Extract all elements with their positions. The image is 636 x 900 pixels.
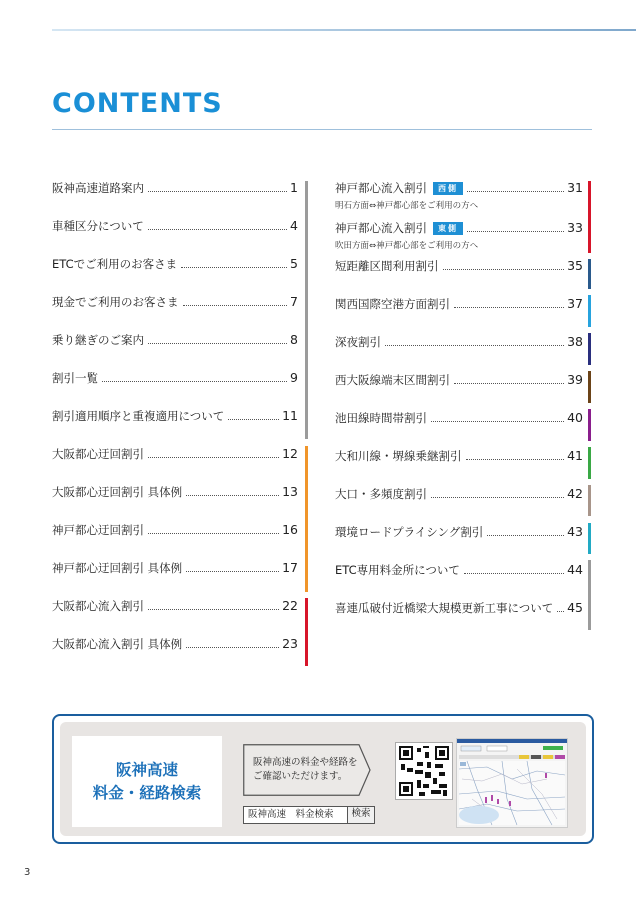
toc-entry-subtitle: 吹田方面⇔神戸都心部をご利用の方へ	[335, 241, 479, 251]
toc-entry-label: 深夜割引	[335, 335, 381, 349]
toc-entry-page: 1	[290, 180, 298, 195]
toc-entry[interactable]	[52, 181, 298, 201]
leader-dots	[148, 609, 279, 610]
toc-entry-label: 割引一覧	[52, 371, 98, 385]
leader-dots	[467, 191, 564, 192]
toc-entry[interactable]	[335, 601, 583, 621]
leader-dots	[557, 611, 564, 612]
toc-entry-page: 8	[290, 332, 298, 347]
toc-entry[interactable]	[52, 257, 298, 277]
section-bar-taupe	[588, 485, 591, 516]
toc-entry-label: 大口・多頻度割引	[335, 487, 427, 501]
toc-entry-label: 大和川線・堺線乗継割引	[335, 449, 462, 463]
toc-entry-label: 喜連瓜破付近橋梁大規模更新工事について	[335, 601, 554, 615]
toc-entry-label: 関西国際空港方面割引	[335, 297, 450, 311]
section-bar-gray	[305, 181, 308, 439]
west-side-badge: 西側	[433, 182, 463, 195]
toc-entry[interactable]	[335, 411, 583, 431]
section-bar-green	[588, 447, 591, 479]
toc-entry-page: 42	[567, 486, 583, 501]
promo-inner	[60, 722, 586, 836]
toc-entry-page: 7	[290, 294, 298, 309]
leader-dots	[466, 459, 565, 460]
toc-entry-label: ETCでご利用のお客さま	[52, 257, 178, 271]
section-bar-lightblue	[588, 295, 591, 327]
section-bar-orange	[305, 446, 308, 592]
toc-entry-label: 割引適用順序と重複適用について	[52, 409, 225, 423]
section-bar-darknavy	[588, 333, 591, 365]
section-bar-purple	[588, 409, 591, 441]
leader-dots	[183, 305, 288, 306]
toc-entry-page: 12	[282, 446, 298, 461]
toc-entry[interactable]	[52, 561, 298, 581]
leader-dots	[148, 191, 287, 192]
toc-entry-page: 38	[567, 334, 583, 349]
toc-entry-page: 33	[567, 220, 583, 235]
promo-title-line1: 阪神高速	[115, 760, 178, 779]
leader-dots	[454, 307, 564, 308]
leader-dots	[454, 383, 564, 384]
toc-entry-label: 西大阪線端末区間割引	[335, 373, 450, 387]
route-map-screenshot	[456, 738, 568, 828]
toc-entry-page: 45	[567, 600, 583, 615]
toc-entry-label: 大阪都心流入割引 具体例	[52, 637, 183, 651]
toc-entry[interactable]	[335, 259, 583, 279]
toc-entry-label: 現金でご利用のお客さま	[52, 295, 179, 309]
leader-dots	[148, 533, 279, 534]
toc-entry-label: 神戸都心迂回割引	[52, 523, 144, 537]
toc-entry[interactable]	[52, 485, 298, 505]
toc-entry-label: 神戸都心流入割引	[335, 221, 427, 235]
section-bar-red	[305, 598, 308, 666]
toc-entry-page: 35	[567, 258, 583, 273]
promo-description	[253, 756, 358, 784]
promo-description-arrow	[243, 744, 371, 796]
section-bar-cyan	[588, 523, 591, 554]
toc-entry-page: 40	[567, 410, 583, 425]
toc-entry[interactable]	[335, 373, 583, 393]
leader-dots	[443, 269, 565, 270]
toc-entry[interactable]	[335, 221, 583, 251]
toc-entry-page: 41	[567, 448, 583, 463]
toc-entry-page: 37	[567, 296, 583, 311]
toc-entry-label: 短距離区間利用割引	[335, 259, 439, 273]
promo-title-line2: 料金・経路検索	[92, 783, 202, 802]
route-search-promo	[52, 714, 594, 844]
toc-entry-page: 22	[282, 598, 298, 613]
toc-entry-label: 車種区分について	[52, 219, 144, 233]
toc-entry-label: 神戸都心流入割引	[335, 181, 427, 195]
toc-entry[interactable]	[335, 563, 583, 583]
toc-entry-label: 阪神高速道路案内	[52, 181, 144, 195]
toc-entry-label: 神戸都心迂回割引 具体例	[52, 561, 183, 575]
toc-entry[interactable]	[52, 219, 298, 239]
leader-dots	[102, 381, 287, 382]
toc-entry[interactable]	[52, 295, 298, 315]
toc-entry[interactable]	[335, 449, 583, 469]
search-input[interactable]: 阪神高速 料金検索	[244, 807, 348, 823]
top-rule	[52, 29, 636, 31]
leader-dots	[186, 495, 279, 496]
toc-entry-page: 9	[290, 370, 298, 385]
toc-entry-page: 44	[567, 562, 583, 577]
toc-entry[interactable]	[335, 181, 583, 211]
toc-entry[interactable]	[52, 447, 298, 467]
toc-entry-page: 16	[282, 522, 298, 537]
toc-entry-page: 17	[282, 560, 298, 575]
toc-entry-label: ETC専用料金所について	[335, 563, 460, 577]
page-title: CONTENTS	[52, 88, 223, 119]
toc-entry[interactable]	[335, 525, 583, 545]
toc-entry[interactable]	[52, 409, 298, 429]
section-bar-red	[588, 181, 591, 253]
toc-entry-label: 環境ロードプライシング割引	[335, 525, 484, 539]
toc-entry-page: 5	[290, 256, 298, 271]
toc-entry[interactable]	[335, 487, 583, 507]
leader-dots	[464, 573, 564, 574]
toc-entry-page: 31	[567, 180, 583, 195]
toc-entry-label: 大阪都心迂回割引	[52, 447, 144, 461]
promo-title	[72, 736, 222, 827]
toc-entry-label: 大阪都心流入割引	[52, 599, 144, 613]
toc-entry-label: 池田線時間帯割引	[335, 411, 427, 425]
toc-entry[interactable]	[335, 297, 583, 317]
leader-dots	[228, 419, 279, 420]
page-number: 3	[24, 867, 31, 878]
section-bar-gray	[588, 560, 591, 630]
toc-entry-label: 大阪都心迂回割引 具体例	[52, 485, 183, 499]
toc-entry[interactable]	[52, 523, 298, 543]
section-bar-navy	[588, 259, 591, 289]
toc-entry-subtitle: 明石方面⇔神戸都心部をご利用の方へ	[335, 201, 479, 211]
leader-dots	[431, 421, 564, 422]
toc-entry[interactable]	[335, 335, 583, 355]
toc-entry[interactable]	[52, 333, 298, 353]
toc-entry-page: 4	[290, 218, 298, 233]
section-bar-brown	[588, 371, 591, 403]
toc-entry[interactable]	[52, 637, 298, 657]
leader-dots	[148, 343, 287, 344]
leader-dots	[186, 571, 279, 572]
leader-dots	[431, 497, 564, 498]
promo-desc-line1: 阪神高速の料金や経路を	[253, 757, 358, 768]
leader-dots	[181, 267, 287, 268]
toc-entry-page: 11	[282, 408, 298, 423]
qr-code-icon[interactable]	[395, 742, 453, 800]
leader-dots	[148, 229, 287, 230]
leader-dots	[385, 345, 564, 346]
toc-entry-page: 43	[567, 524, 583, 539]
leader-dots	[467, 231, 564, 232]
leader-dots	[487, 535, 564, 536]
toc-entry-page: 23	[282, 636, 298, 651]
east-side-badge: 東側	[433, 222, 463, 235]
promo-desc-line2: ご確認いただけます。	[253, 771, 348, 782]
leader-dots	[148, 457, 279, 458]
toc-entry-label: 乗り継ぎのご案内	[52, 333, 144, 347]
toc-entry[interactable]	[52, 599, 298, 619]
search-button[interactable]: 検索	[348, 807, 374, 823]
leader-dots	[186, 647, 279, 648]
search-bar	[243, 806, 375, 824]
toc-entry-page: 39	[567, 372, 583, 387]
toc-entry[interactable]	[52, 371, 298, 391]
title-divider	[52, 129, 592, 130]
toc-entry-page: 13	[282, 484, 298, 499]
